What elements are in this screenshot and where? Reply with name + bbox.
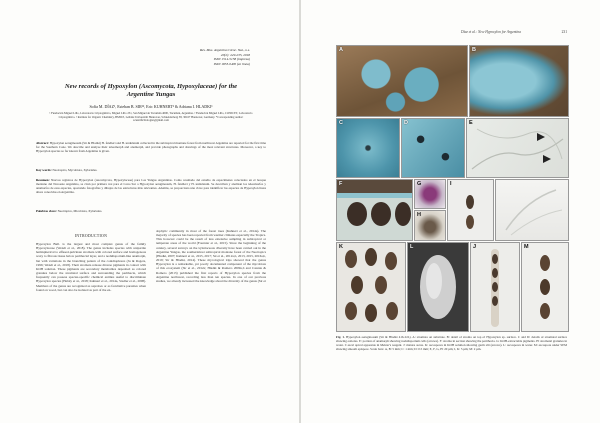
column-2-text: dophytic community in most of the forest trees (Kuhnert et al., 2014a). The majority of species has been reported from warmer climates especially the Tropics. This however could be the result of less extensive sampling in subtropical or temperate areas of the world (Fournier et al., 2015). Since the beginning of the century, several surveys on the xylariaceous diversity have been carried out in the Argentine Yungas, the southernmost subtropical montane forest of the Neotropics (Hladki, 2007; Kuhnert et al., 2015, 2017; Sir et al., 2012a,b, 2013, 2015, 2016a,b, 2019; Sir & Hladki, 2014). These mycological trips showed that the genus Hypoxylon is a remarkable, yet poorly documented component of the mycobiota of this ecosystem (Sir et al., 2012a; Hladki & Romero 2009a,b and Catania & Romero (2013) published the first reports of Hypoxylon species from the Argentine northwest, recording less than ten species. In one of our previous studies, we already increased the knowledge about the diversity of the genus (Sir et <box>156 229 266 283</box>
figure-plate-a <box>336 45 468 117</box>
palabras-text: Neotrópico, Micobiota, Xylariales. <box>57 209 103 213</box>
plate-label-c: C <box>339 120 343 126</box>
plate-k-ascospores <box>337 243 405 331</box>
running-head: Díaz et al.: New Hypoxylon for Argentina <box>461 30 521 34</box>
plate-label-l: L <box>410 244 414 250</box>
affiliations: ¹ Fundación Miguel Lillo, Laboratorio Criptogámico, Miguel Lillo 251, San Miguel de Tucumán 4000, Tucumán, Argentina. ² Fundación Miguel Lillo, CONICET, Laboratorio Criptogámico. ³ Institute for Organic Chemistry, BMWZ, Leibniz Universität Hannover, Schneiderberg 38, 30167 Hannover, Germany. *Corresponding author: scientificbiologist@gmail.com <box>49 112 253 123</box>
plate-label-k: K <box>339 244 343 250</box>
journal-line-3: ISSN 1514-5158 (impresa) <box>213 57 250 62</box>
left-page <box>0 0 299 423</box>
figure-plate-f <box>336 179 413 241</box>
palabras-label: Palabras clave: <box>36 209 57 213</box>
title-line-2: Argentine Yungas <box>126 90 176 98</box>
plate-label-e: E <box>469 120 473 126</box>
intro-heading: INTRODUCTION <box>74 234 108 238</box>
abstract <box>36 141 266 153</box>
title-line-1: New records of Hypoxylon (Ascomycota, Hypoxylaceae) for the <box>64 83 238 90</box>
plate-label-b: B <box>472 47 476 53</box>
figure-caption <box>336 336 567 378</box>
keywords <box>36 168 266 172</box>
plate-e-hyphae <box>467 119 568 177</box>
plate-j-detail-cells <box>496 180 568 240</box>
keywords-text: Neotropics, Mycobiota, Xylariales. <box>52 168 98 172</box>
journal-line-1: Rev. Mus. Argentino Cienc. Nat., n.s. <box>199 48 250 52</box>
plate-i-ascus <box>448 180 493 240</box>
plate-label-d: D <box>404 120 408 126</box>
figure-plate-j <box>470 242 520 332</box>
figure-plate-b <box>469 45 569 117</box>
journal-citation <box>150 48 250 66</box>
palabras-clave <box>36 209 266 213</box>
plate-label-g: G <box>417 181 422 187</box>
figure-plate-m <box>521 242 569 332</box>
abstract-label: Abstract: <box>36 141 49 145</box>
resumen <box>36 178 266 194</box>
figure-plate-g <box>414 179 446 209</box>
figure-plate-h <box>414 210 446 241</box>
plate-f-perithecia <box>337 180 412 240</box>
plate-label-h: H <box>417 212 421 218</box>
abstract-text: Hypoxylon aeruginosum (Sir & Hladki) H. fendleri and H. undulatum collected in the subtropical montane forest from northwest Argentina are reported for the first time for the Southern Cone. We describe and analyse their teleomorph and anamorph, and provide photographs and drawings of the most relevant structures. Moreover, a key to Hypoxylon species so far known from Argentina is given. <box>36 141 266 153</box>
figure-plate-i <box>447 179 494 241</box>
plate-j-ascus <box>471 243 519 331</box>
plate-label-j: J <box>473 244 477 250</box>
plate-m-spores <box>522 243 568 331</box>
figure-plate-c <box>336 118 400 178</box>
caption-text: Hypoxylon aeruginosum (Sir & Hladki 416-LIL). A: stromata on substrate. B: detail of stroma on top of Hypoxylon sp. surface. C and D: details of stromatal surface showing ostioles. E: portion of anamorph showing nodulisporium cells (arrows). F: stroma in section showing the perithecia. G: KOH-extractable pigments. H: stromatal granules in water. I: ascal apical apparatus in Melzer's reagent. J: mature ascus. K: ascospores in KOH solution showing germ slit (arrows). L: ascospores in water. M: ascospore under SEM showing smooth episporе. Scale bars: A, B: 5 mm; C: 1 mm; D: 0.5 mm; E, F, G, H: 20 µm; I, K: 5 µm; M: 2 µm. <box>336 336 567 351</box>
authors: Sofía M. DÍAZ¹, Esteban B. SIR¹², Eric KUHNERT³ & Adriana I. HLADKI¹ <box>89 104 213 109</box>
plate-label-i: I <box>450 181 452 187</box>
resumen-label: Resumen: <box>36 178 50 182</box>
figure-plate-l <box>407 242 469 332</box>
figure-plate-j-detail <box>495 179 569 241</box>
resumen-text: Nuevos registros de Hypoxylon (Ascomycota, Hypoxylaceae) para Las Yungas Argentinas. Como resultado del estudio de especímenes colectados en el bosque montano del Noroeste Argentino, se citan por primera vez para el Cono Sur a Hypoxylon aeruginosum, H. fendleri y H. undulatum. Se describen y analizan los teleomorfos y anamorfos de esas especies, aportando fotografías y dibujos de las estructuras más relevantes. Además, se proporciona una clave para identificar las especies de Hypoxylon hasta ahora conocidas en Argentina. <box>36 178 266 194</box>
plate-label-m: M <box>524 244 529 250</box>
right-page <box>301 0 600 423</box>
plate-label-a: A <box>339 47 343 53</box>
figure-plate-k <box>336 242 406 332</box>
article-title <box>36 83 266 99</box>
plate-l-sem-spore <box>408 243 468 331</box>
page-number: 231 <box>561 30 567 34</box>
column-1-text: Hypoxylon Bull. is the largest and most complex genus of the family Hypoxylaceae (Wendt et al., 2018). The genus includes species with unipartite hemispherical to effused-pulvinate stromata with colored surface and homogenous waxy to fibrous tissue below perithecial layer, and a nodulisporium-like anamorph, but with variations in the branching pattern of the conidiophores (Ju & Rogers, 1996; Wendt et al., 2018). Their stromata release diverse pigments in contact with KOH solution. These pigments are secondary metabolites deposited as colored granules below the stromatal surface and surrounding the perithecia, which frequently can possess species-specific chemical entities useful to discriminate Hypoxylon species (Helaly et al., 2018; Kuhnert et al., 2014a, Stadler et al., 2008). Members of the genus are recognized as saprobes or as facultative parasites when found on wood, but can also be isolated as part of the en- <box>36 242 146 292</box>
journal-line-4: ISSN 1853-0400 (en línea) <box>213 61 250 66</box>
keywords-label: Key words: <box>36 168 52 172</box>
journal-line-2: 20(2): 229-235, 2018 <box>220 52 250 57</box>
caption-label: Fig. 1. <box>336 336 345 339</box>
figure-plate-d <box>401 118 465 178</box>
figure-plate-e <box>466 118 569 178</box>
plate-label-f: F <box>339 181 343 187</box>
